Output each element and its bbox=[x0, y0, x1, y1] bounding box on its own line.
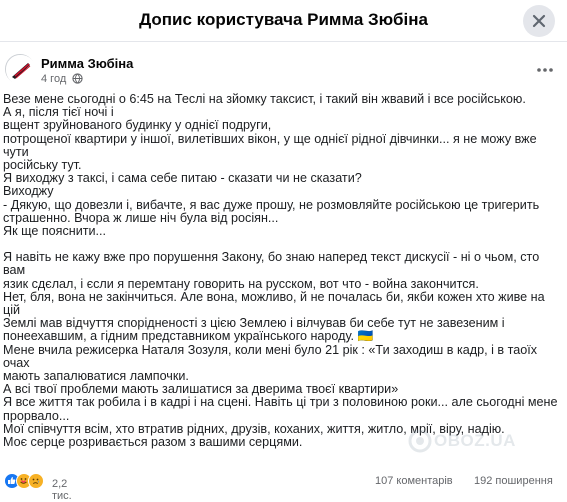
post-text-line: Я навіть не кажу вже про порушення Закону, бо знаю наперед текст дискусії - ні о чьом, сто вам bbox=[3, 250, 543, 278]
post-meta bbox=[41, 73, 83, 85]
post-text-line: Нет, бля, вона не закінчиться. Але вона, можливо, й не почалась би, якби кожен хто живе на цій bbox=[3, 289, 549, 318]
post-text-line: вщент зруйнованого будинку у однієї подруги, bbox=[3, 118, 272, 133]
watermark-text: OBOZ.UA bbox=[434, 431, 516, 450]
more-horizontal-icon bbox=[535, 62, 555, 78]
shares-count[interactable]: 192 поширення bbox=[474, 475, 553, 487]
post-text-line: Мене вчила режисерка Наталя Зозуля, коли мені було 21 рік : «Ти заходиш в кадр, і в таоїх очах bbox=[3, 342, 541, 370]
author-name[interactable]: Римма Зюбіна bbox=[41, 56, 134, 71]
post-time[interactable]: 4 год bbox=[41, 73, 67, 85]
post-text-line: А всі твої проблеми мають залишатися за дверима твоєї квартири» bbox=[3, 382, 399, 397]
post-text-line: мають запалюватися лампочки. bbox=[3, 369, 189, 384]
post-text-line: А я, після тієї ночі і bbox=[3, 105, 114, 120]
post-text-line: Везе мене сьогодні о 6:45 на Теслі на зйомку таксист, і такий він жвавий і все російською. bbox=[3, 92, 526, 106]
post-text-line: Як ще пояснити... bbox=[3, 224, 107, 239]
more-options-button[interactable] bbox=[535, 62, 555, 78]
dialog-header bbox=[0, 0, 567, 42]
post-text-line: страшенно. Вчора ж лише ніч була від росіян... bbox=[3, 210, 279, 225]
watermark-logo-icon bbox=[408, 429, 432, 453]
avatar[interactable] bbox=[5, 54, 35, 84]
post-body bbox=[3, 93, 563, 449]
post-text-line: Мої співчуття всім, хто втратив рідних, друзів, коханих, життя, житло, мрії, віру, надію. bbox=[3, 421, 505, 436]
watermark bbox=[408, 427, 548, 455]
sad-icon bbox=[28, 473, 44, 489]
avatar-image-icon bbox=[6, 55, 36, 85]
post-text-line: Землі мав відчуття спорідненості з цією Землею і вілчував би себе тут не завезеним і bbox=[3, 316, 505, 331]
reactions-count[interactable]: 2,2 тис. bbox=[52, 478, 72, 502]
post-text-line: прорвало... bbox=[3, 408, 70, 423]
post-header bbox=[0, 54, 567, 90]
post-text-line: - Дякую, що довезли і, вибачте, я вас дуже прошу, не розмовляйте російською це тригерить bbox=[3, 197, 540, 212]
post-footer bbox=[0, 470, 567, 502]
post-text-line: Виходжу bbox=[3, 184, 54, 199]
post-text-line: потрощеної квартири у іншої, вилетівших вікон, у ще однієї рідної дівчинки... я не можу вже чути bbox=[3, 131, 541, 159]
post-text-line: понеехавшим, а гідним представником українського народу. 🇺🇦 bbox=[3, 329, 374, 344]
comments-count[interactable]: 107 коментарів bbox=[375, 475, 453, 487]
post-text-line: язик сдєлал, і єсли я перемтану говорить на русском, вот что - война закончится. bbox=[3, 276, 479, 291]
close-button[interactable] bbox=[523, 5, 555, 37]
globe-icon bbox=[72, 73, 83, 87]
post-text-line: Моє серце розривається разом з вашими серцями. bbox=[3, 435, 303, 450]
post-text-line: Я виходжу з таксі, і сама себе питаю - сказати чи не сказати? bbox=[3, 171, 362, 186]
close-icon bbox=[532, 14, 546, 28]
post-text-line: російську тут. bbox=[3, 158, 82, 173]
dialog-title: Допис користувача Римма Зюбіна bbox=[139, 10, 428, 29]
post-text-line: Я все життя так робила і в кадрі і на сцені. Навіть ці три з половиною роки... але сьогодні мене bbox=[3, 395, 558, 410]
